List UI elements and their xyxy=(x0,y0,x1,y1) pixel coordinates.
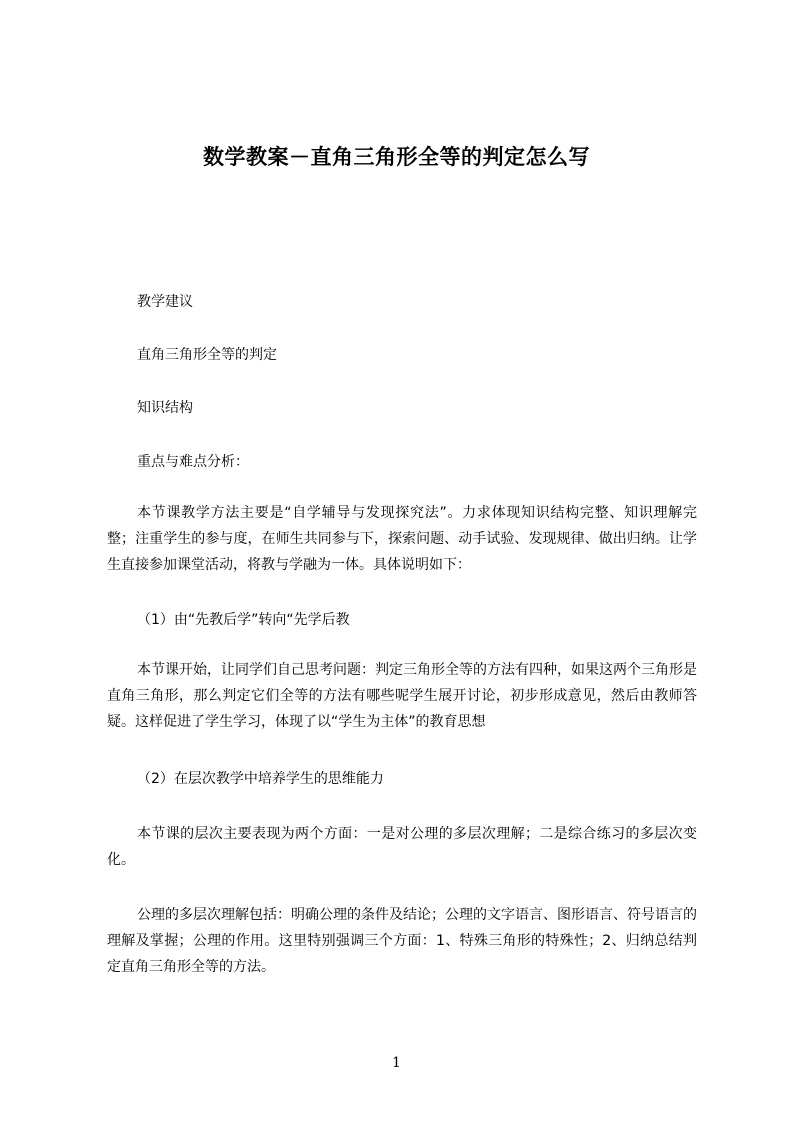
heading-knowledge-structure: 知识结构 xyxy=(137,400,193,416)
heading-key-points: 重点与难点分析： xyxy=(137,454,249,470)
paragraph-section-2-heading: （2）在层次教学中培养学生的思维能力 xyxy=(137,771,384,787)
paragraph-levels: 本节课的层次主要表现为两个方面：一是对公理的多层次理解；二是综合练习的多层次变化。 xyxy=(107,826,697,868)
heading-teaching-suggestion: 教学建议 xyxy=(137,294,193,310)
document-title: 数学教案－直角三角形全等的判定怎么写 xyxy=(203,145,590,169)
paragraph-section-1-heading: （1）由“先教后学”转向“先学后教 xyxy=(137,612,350,628)
paragraph-class-opening: 本节课开始，让同学们自己思考问题：判定三角形全等的方法有四种，如果这两个三角形是直角三角形，那么判定它们全等的方法有哪些呢学生展开讨论，初步形成意见，然后由教师答疑。这样促进了学生学习，体现了以“学生为主体”的教育思想 xyxy=(107,662,697,730)
heading-topic: 直角三角形全等的判定 xyxy=(137,347,277,363)
page-number: 1 xyxy=(392,1055,401,1071)
paragraph-axiom-understanding: 公理的多层次理解包括：明确公理的条件及结论；公理的文字语言、图形语言、符号语言的理解及掌握；公理的作用。这里特别强调三个方面：1、特殊三角形的特殊性；2、归纳总结判定直角三角形全等的方法。 xyxy=(107,907,697,975)
paragraph-teaching-method: 本节课教学方法主要是“自学辅导与发现探究法”。力求体现知识结构完整、知识理解完整；注重学生的参与度，在师生共同参与下，探索问题、动手试验、发现规律、做出归纳。让学生直接参加课堂活动，将教与学融为一体。具体说明如下： xyxy=(107,505,697,573)
